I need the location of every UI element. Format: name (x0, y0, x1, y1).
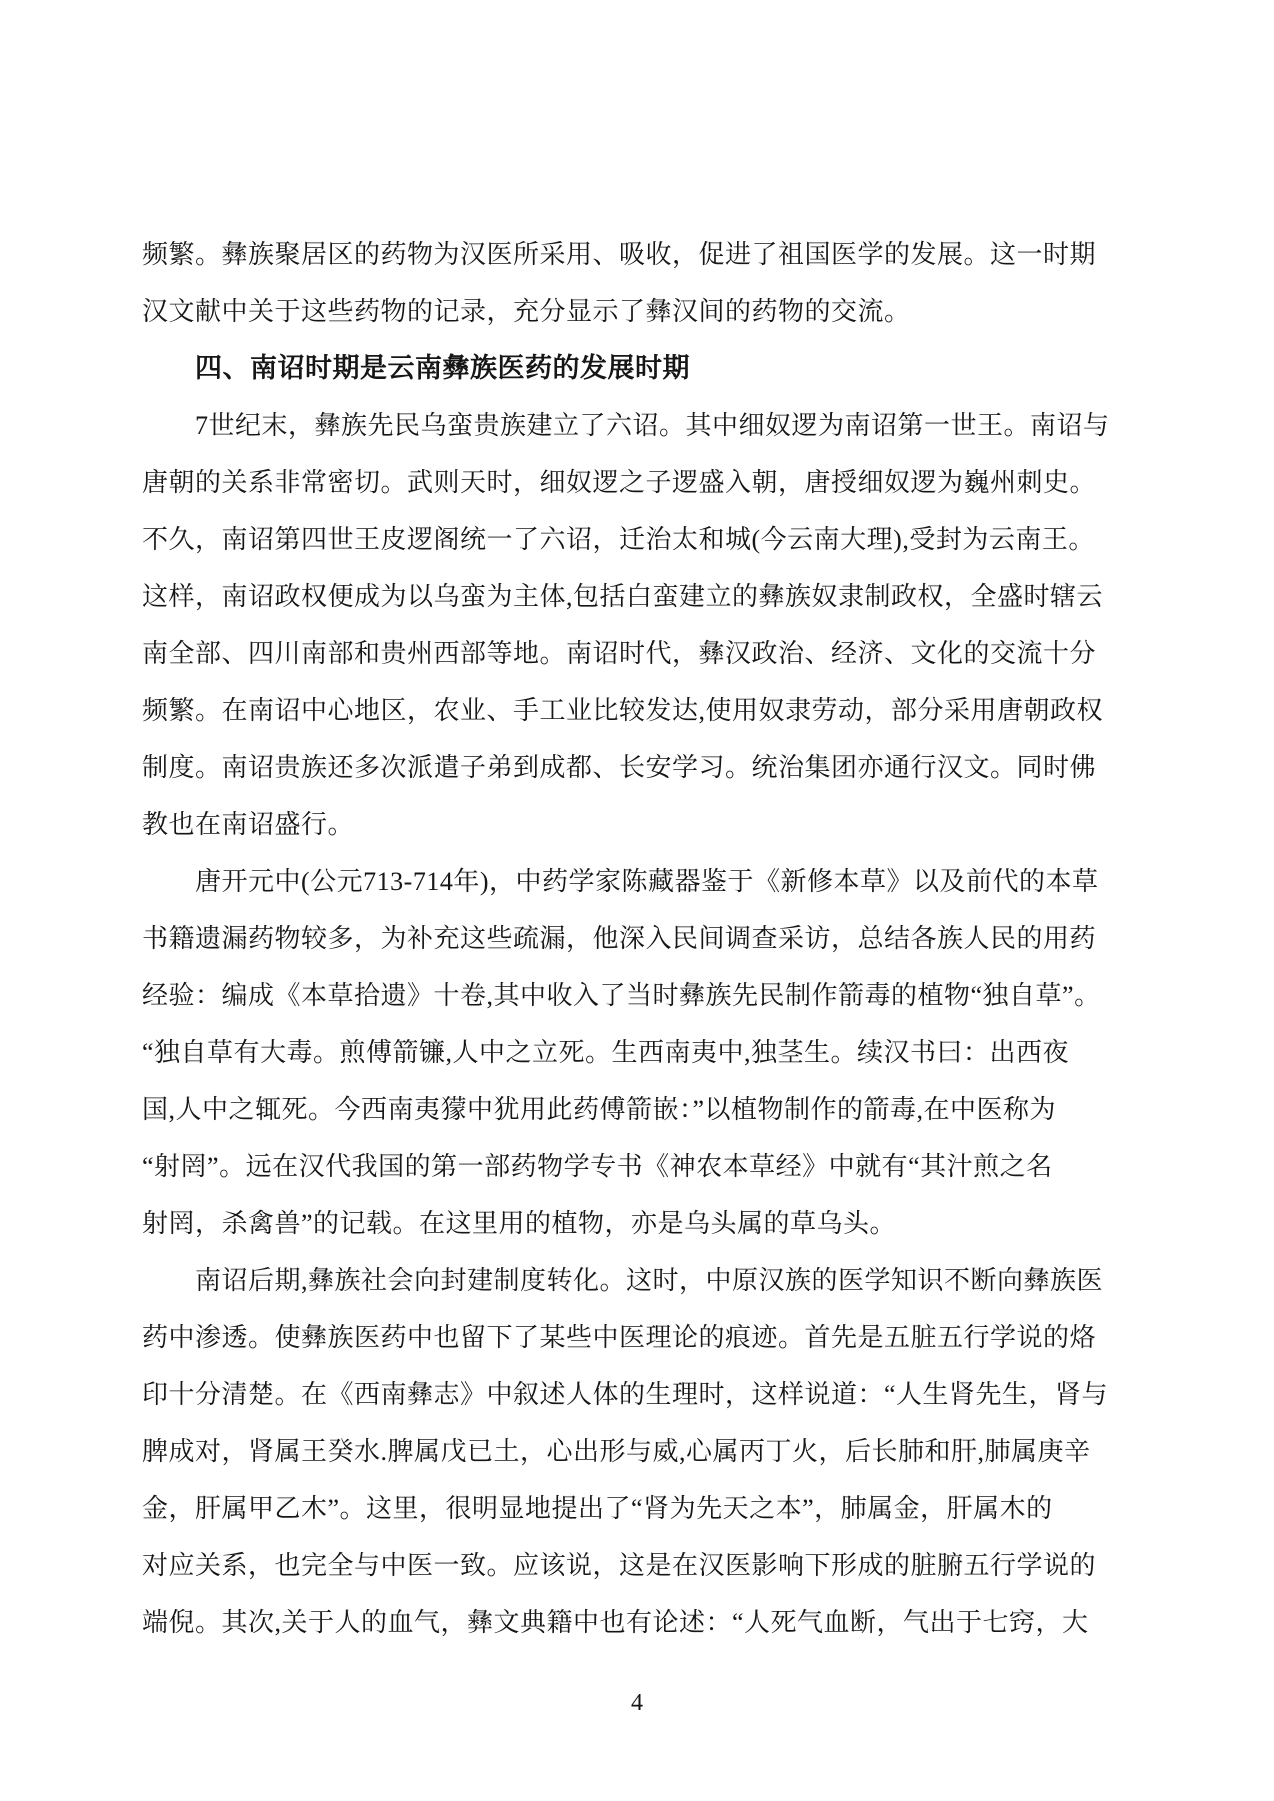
text-line: 7世纪末，彝族先民乌蛮贵族建立了六诏。其中细奴逻为南诏第一世王。南诏与 (195, 411, 1110, 440)
text-line: 频繁。彝族聚居区的药物为汉医所采用、吸收，促进了祖国医学的发展。这一时期 (142, 240, 1097, 269)
text-line: 国,人中之辄死。今西南夷獴中犹用此药傅箭嵌：”以植物制作的箭毒,在中医称为 (142, 1095, 1057, 1124)
text-line: 射罔，杀禽兽”的记载。在这里用的植物，亦是乌头属的草乌头。 (142, 1209, 897, 1238)
page-number: 4 (631, 1690, 643, 1716)
text-line: 频繁。在南诏中心地区，农业、手工业比较发达,使用奴隶劳动，部分采用唐朝政权 (142, 696, 1104, 725)
text-line: 脾成对，肾属王癸水.脾属戊已土，心出形与威,心属丙丁火，后长肺和肝,肺属庚辛 (142, 1437, 1091, 1466)
text-line: 印十分清楚。在《西南彝志》中叙述人体的生理时，这样说道：“人生肾先生，肾与 (142, 1380, 1109, 1409)
text-line: 经验：编成《本草拾遗》十卷,其中收入了当时彝族先民制作箭毒的植物“独自草”。 (142, 981, 1101, 1010)
text-line: 唐开元中(公元713-714年)，中药学家陈藏器鉴于《新修本草》以及前代的本草 (195, 867, 1099, 896)
document-text-block (142, 226, 1137, 1651)
text-line: 教也在南诏盛行。 (142, 810, 355, 839)
text-line: 这样，南诏政权便成为以乌蛮为主体,包括白蛮建立的彝族奴隶制政权，全盛时辖云 (142, 582, 1104, 611)
text-line: 汉文献中关于这些药物的记录，充分显示了彝汉间的药物的交流。 (142, 297, 911, 326)
text-line: 对应关系，也完全与中医一致。应该说，这是在汉医影响下形成的脏腑五行学说的 (142, 1551, 1097, 1580)
text-line: “射罔”。远在汉代我国的第一部药物学专书《神农本草经》中就有“其汁煎之名 (142, 1152, 1053, 1181)
text-line: 金，肝属甲乙木”。这里，很明显地提出了“肾为先天之本”，肺属金，肝属木的 (142, 1494, 1053, 1523)
text-line: 书籍遗漏药物较多，为补充这些疏漏，他深入民间调查采访，总结各族人民的用药 (142, 924, 1097, 953)
section-heading: 四、南诏时期是云南彝族医药的发展时期 (195, 353, 690, 383)
text-line: 南全部、四川南部和贵州西部等地。南诏时代，彝汉政治、经济、文化的交流十分 (142, 639, 1097, 668)
text-line: 南诏后期,彝族社会向封建制度转化。这时，中原汉族的医学知识不断向彝族医 (195, 1266, 1104, 1295)
text-line: 制度。南诏贵族还多次派遣子弟到成都、长安学习。统治集团亦通行汉文。同时佛 (142, 753, 1097, 782)
text-line: 端倪。其次,关于人的血气，彝文典籍中也有论述：“人死气血断，气出于七窍，大 (142, 1608, 1089, 1637)
text-line: 唐朝的关系非常密切。武则天时，细奴逻之子逻盛入朝，唐授细奴逻为巍州刺史。 (142, 468, 1097, 497)
text-line: 药中渗透。使彝族医药中也留下了某些中医理论的痕迹。首先是五脏五行学说的烙 (142, 1323, 1097, 1352)
text-line: 不久，南诏第四世王皮逻阁统一了六诏，迁治太和城(今云南大理),受封为云南王。 (142, 525, 1095, 554)
text-line: “独自草有大毒。煎傅箭镰,人中之立死。生西南夷中,独茎生。续汉书曰：出西夜 (142, 1038, 1070, 1067)
